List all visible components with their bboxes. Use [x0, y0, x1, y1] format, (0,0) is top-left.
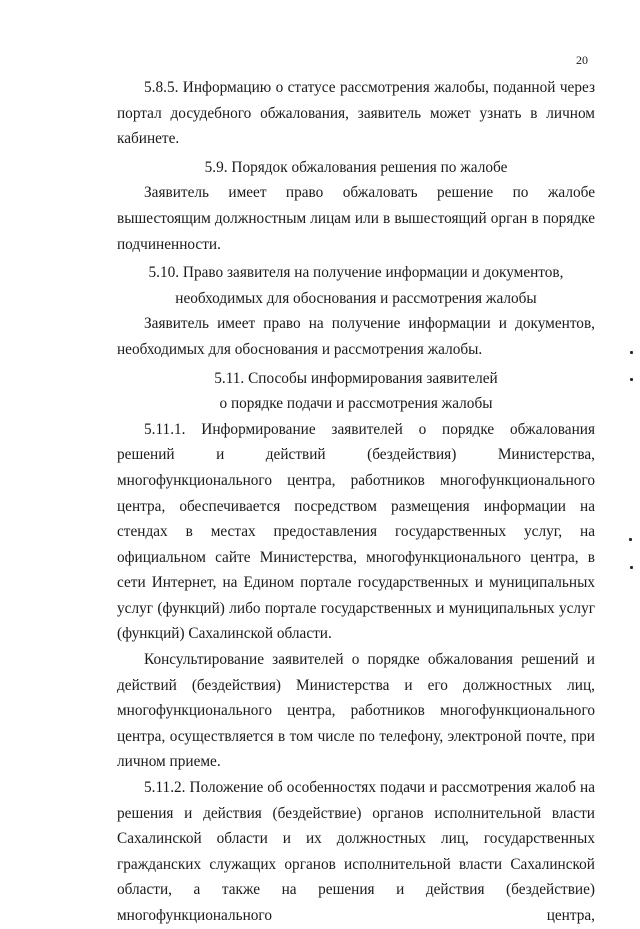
heading-5-10-line-2: необходимых для обоснования и рассмотрения жалобы	[175, 289, 537, 307]
paragraph-5-11-1: 5.11.1. Информирование заявителей о порядке обжалования решений и действий (бездействия) Министерства, многофункционального центра, работников многофункционального центра, обеспечивается посредством размещения информации на стендах в местах предоставления государственных услуг, на официальном сайте Министерства, многофункционального центра, в сети Интернет, на Едином портале государственных и муниципальных услуг (функций) либо портале государственных и муниципальных услуг (функций) Сахалинской области.	[117, 420, 595, 643]
heading-5-10-line-1: 5.10. Право заявителя на получение информации и документов,	[148, 264, 564, 282]
heading-5-11-line-1: 5.11. Способы информирования заявителей	[214, 369, 498, 387]
page-number: 20	[576, 53, 588, 67]
scan-speck	[629, 538, 632, 541]
scan-speck	[630, 351, 633, 354]
paragraph-5-11-2: 5.11.2. Положение об особенностях подачи и рассмотрения жалоб на решения и действия (бездействие) органов исполнительной власти Сахалинской области и их должностных лиц, государственных гражданских служащих органов исполнительной власти Сахалинской области, а также на решения и действия (бездействие) многофункционального центра,	[117, 779, 595, 924]
scan-speck	[630, 378, 633, 381]
paragraph-5-8-5: 5.8.5. Информацию о статусе рассмотрения жалобы, поданной через портал досудебного обжалования, заявитель может узнать в личном кабинете.	[117, 79, 595, 148]
heading-5-9: 5.9. Порядок обжалования решения по жалобе	[204, 158, 508, 176]
scan-speck	[630, 566, 633, 569]
heading-5-11-line-2: о порядке подачи и рассмотрения жалобы	[219, 395, 493, 413]
document-body	[117, 75, 595, 929]
paragraph-5-9: Заявитель имеет право обжаловать решение по жалобе вышестоящим должностным лицам или в вышестоящий орган в порядке подчиненности.	[117, 184, 595, 253]
paragraph-5-10: Заявитель имеет право на получение информации и документов, необходимых для обоснования и рассмотрения жалобы.	[117, 315, 595, 358]
paragraph-consultation: Консультирование заявителей о порядке обжалования решений и действий (бездействия) Министерства и его должностных лиц, многофункционального центра, работников многофункционального центра, осуществляется в том числе по телефону, электроной почте, при личном приеме.	[117, 651, 595, 771]
